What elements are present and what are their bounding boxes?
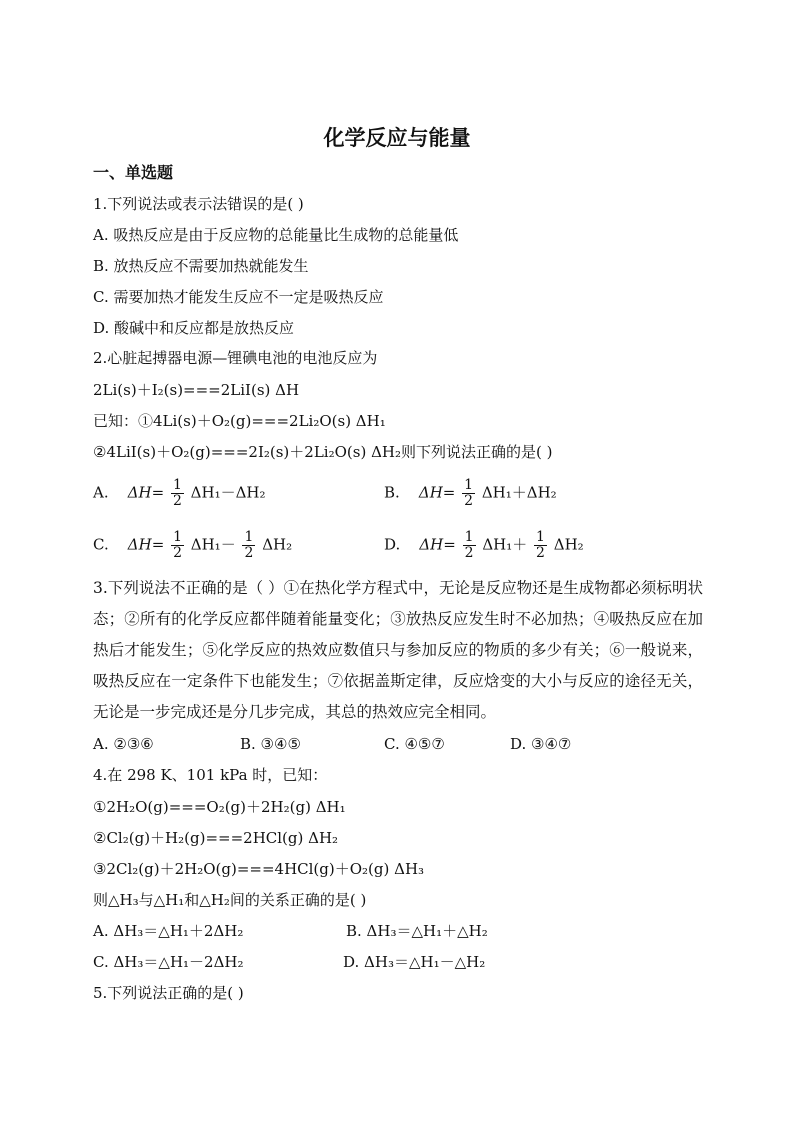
q4-reaction-3: ③2Cl₂(g)＋2H₂O(g)===4HCl(g)＋O₂(g) ΔH₃ [93,860,425,878]
q2-option-b [384,478,557,509]
fraction-half: $\frac{1}{2}$ [244,529,254,561]
delta-h: ΔH= [127,535,165,554]
q2-known-2: ②4LiI(s)＋O₂(g)===2I₂(s)＋2Li₂O(s) ΔH₂则下列说法正确的是( ) [93,443,553,461]
q1-option-a: A. 吸热反应是由于反应物的总能量比生成物的总能量低 [93,226,459,244]
q4-reaction-2: ②Cl₂(g)＋H₂(g)===2HCl(g) ΔH₂ [93,829,339,847]
q2-option-a [93,478,266,509]
q3-option-d: D. ③④⑦ [510,735,572,753]
q2-equation: 2Li(s)＋I₂(s)===2LiI(s) ΔH [93,381,300,399]
q2-option-c-tail: ΔH₂ [262,535,293,554]
q2-option-b-label: B. [384,483,400,502]
q4-option-b: B. ΔH₃＝△H₁＋△H₂ [346,922,488,940]
delta-h: ΔH= [127,483,165,502]
q3-option-c: C. ④⑤⑦ [384,735,445,753]
q3-option-a: A. ②③⑥ [93,735,154,753]
fraction-half: $\frac{1}{2}$ [536,529,545,561]
q1-option-c: C. 需要加热才能发生反应不一定是吸热反应 [93,288,384,306]
q2-known-1: 已知：①4Li(s)＋O₂(g)===2Li₂O(s) ΔH₁ [93,412,386,430]
q3-paragraph: 3.下列说法不正确的是（ ）①在热化学方程式中，无论是反应物还是生成物都必须标明状态；②所有的化学反应都伴随着能量变化；③放热反应发生时不必加热；④吸热反应在加热后才能发生；⑤化学反应的热效应数值只与参加反应的物质的多少有关；⑥一般说来，吸热反应在一定条件下也能发生；⑦依据盖斯定律，反应焓变的大小与反应的途径无关，无论是一步完成还是分几步完成，其总的热效应完全相同。 [93,579,703,721]
q5-stem: 5.下列说法正确的是( ) [93,984,244,1002]
q2-option-d-tail: ΔH₂ [553,535,584,554]
q4-option-c: C. ΔH₃＝△H₁－2ΔH₂ [93,953,244,971]
q2-option-d-mid: ΔH₁＋ [482,535,528,554]
q2-option-c-mid: ΔH₁－ [190,535,236,554]
q4-stem: 4.在 298 K、101 kPa 时，已知： [93,766,328,784]
q2-option-c [93,530,292,561]
q4-reaction-1: ①2H₂O(g)===O₂(g)＋2H₂(g) ΔH₁ [93,798,346,816]
q1-option-b: B. 放热反应不需要加热就能发生 [93,257,309,275]
q4-option-a: A. ΔH₃＝△H₁＋2ΔH₂ [93,922,244,940]
section-heading: 一、单选题 [93,163,174,182]
q2-option-c-label: C. [93,535,109,554]
q1-stem: 1.下列说法或表示法错误的是( ) [93,195,304,213]
q4-question: 则△H₃与△H₁和△H₂间的关系正确的是( ) [93,891,367,909]
fraction-half: $\frac{1}{2}$ [464,477,474,509]
delta-h: ΔH= [419,535,456,554]
q1-option-d: D. 酸碱中和反应都是放热反应 [93,319,295,337]
q2-option-a-tail: ΔH₁－ΔH₂ [190,483,266,502]
q2-option-a-label: A. [93,483,109,502]
q2-option-b-tail: ΔH₁＋ΔH₂ [481,483,557,502]
fraction-half: $\frac{1}{2}$ [172,477,182,509]
fraction-half: $\frac{1}{2}$ [173,529,182,561]
q2-stem: 2.心脏起搏器电源—锂碘电池的电池反应为 [93,349,378,367]
q2-option-d-label: D. [384,535,401,554]
q3-option-b: B. ③④⑤ [240,735,301,753]
fraction-half: $\frac{1}{2}$ [464,529,474,561]
q2-option-d [384,530,584,561]
page-title: 化学反应与能量 [323,126,471,150]
delta-h: ΔH= [418,483,456,502]
q4-option-d: D. ΔH₃＝△H₁－△H₂ [343,953,486,971]
